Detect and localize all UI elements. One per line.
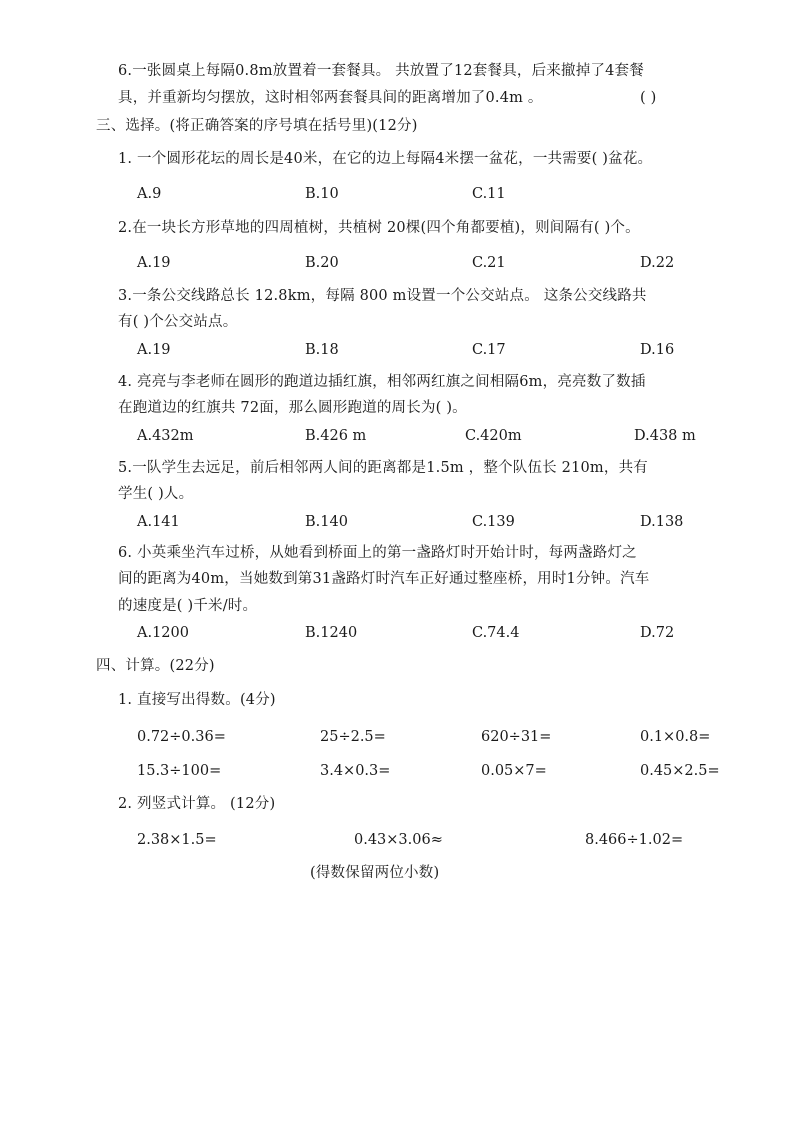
choice-q3-text-line2: 有( )个公交站点。	[118, 314, 238, 330]
judge-q6-line1: 6.一张圆桌上每隔0.8m放置着一套餐具。 共放置了12套餐具，后来撤掉了4套餐	[118, 63, 644, 79]
choice-q6-option-a: A.1200	[137, 625, 189, 641]
choice-q4-option-b: B.426 m	[305, 428, 367, 444]
vertical-calc-2: 0.43×3.06≈	[354, 832, 443, 848]
choice-q5-option-a: A.141	[137, 514, 180, 530]
oral-calc-3: 620÷31=	[481, 729, 552, 745]
choice-q1-option-b: B.10	[305, 186, 339, 202]
choice-q3-option-d: D.16	[640, 342, 675, 358]
oral-calc-8: 0.45×2.5=	[640, 763, 720, 779]
choice-q6-text-line1: 6. 小英乘坐汽车过桥，从她看到桥面上的第一盏路灯时开始计时，每两盏路灯之	[118, 545, 637, 561]
choice-q5-text-line2: 学生( )人。	[118, 486, 194, 502]
choice-q6-text-line3: 的速度是( )千米/时。	[118, 598, 258, 614]
rounding-note: (得数保留两位小数)	[310, 865, 440, 881]
choice-q1-text: 1. 一个圆形花坛的周长是40米，在它的边上每隔4米摆一盆花，一共需要( )盆花。	[118, 151, 653, 167]
choice-q2-option-b: B.20	[305, 255, 339, 271]
oral-calc-4: 0.1×0.8=	[640, 729, 711, 745]
choice-q2-option-c: C.21	[472, 255, 506, 271]
oral-calc-6: 3.4×0.3=	[320, 763, 391, 779]
section4-heading: 四、计算。(22分)	[96, 658, 215, 674]
choice-q5-text-line1: 5.一队学生去远足，前后相邻两人间的距离都是1.5m ，整个队伍长 210m，共有	[118, 460, 648, 476]
choice-q2-text: 2.在一块长方形草地的四周植树，共植树 20棵(四个角都要植)，则间隔有( )个。	[118, 220, 640, 236]
choice-q5-option-b: B.140	[305, 514, 348, 530]
choice-q6-text-line2: 间的距离为40m，当她数到第31盏路灯时汽车正好通过整座桥，用时1分钟。汽车	[118, 571, 650, 587]
choice-q5-option-d: D.138	[640, 514, 684, 530]
choice-q5-option-c: C.139	[472, 514, 515, 530]
choice-q3-option-c: C.17	[472, 342, 506, 358]
choice-q1-option-c: C.11	[472, 186, 506, 202]
choice-q3-text-line1: 3.一条公交线路总长 12.8km，每隔 800 m设置一个公交站点。 这条公交线路共	[118, 288, 647, 304]
calc-part1-title: 1. 直接写出得数。(4分)	[118, 692, 276, 708]
choice-q4-text-line1: 4. 亮亮与李老师在圆形的跑道边插红旗，相邻两红旗之间相隔6m，亮亮数了数插	[118, 374, 646, 390]
choice-q2-option-d: D.22	[640, 255, 675, 271]
vertical-calc-1: 2.38×1.5=	[137, 832, 217, 848]
oral-calc-2: 25÷2.5=	[320, 729, 386, 745]
judge-q6-answer-paren: ( )	[640, 90, 657, 106]
section3-heading: 三、选择。(将正确答案的序号填在括号里)(12分)	[96, 118, 418, 134]
oral-calc-7: 0.05×7=	[481, 763, 547, 779]
choice-q2-option-a: A.19	[137, 255, 171, 271]
oral-calc-1: 0.72÷0.36=	[137, 729, 226, 745]
choice-q6-option-c: C.74.4	[472, 625, 520, 641]
choice-q4-option-d: D.438 m	[634, 428, 696, 444]
choice-q1-option-a: A.9	[137, 186, 162, 202]
choice-q3-option-b: B.18	[305, 342, 339, 358]
choice-q6-option-b: B.1240	[305, 625, 358, 641]
choice-q4-option-a: A.432m	[137, 428, 194, 444]
calc-part2-title: 2. 列竖式计算。 (12分)	[118, 796, 276, 812]
choice-q4-text-line2: 在跑道边的红旗共 72面，那么圆形跑道的周长为( )。	[118, 400, 467, 416]
judge-q6-line2: 具，并重新均匀摆放，这时相邻两套餐具间的距离增加了0.4m 。	[118, 90, 543, 106]
choice-q4-option-c: C.420m	[465, 428, 522, 444]
choice-q3-option-a: A.19	[137, 342, 171, 358]
choice-q6-option-d: D.72	[640, 625, 675, 641]
vertical-calc-3: 8.466÷1.02=	[585, 832, 684, 848]
oral-calc-5: 15.3÷100=	[137, 763, 222, 779]
